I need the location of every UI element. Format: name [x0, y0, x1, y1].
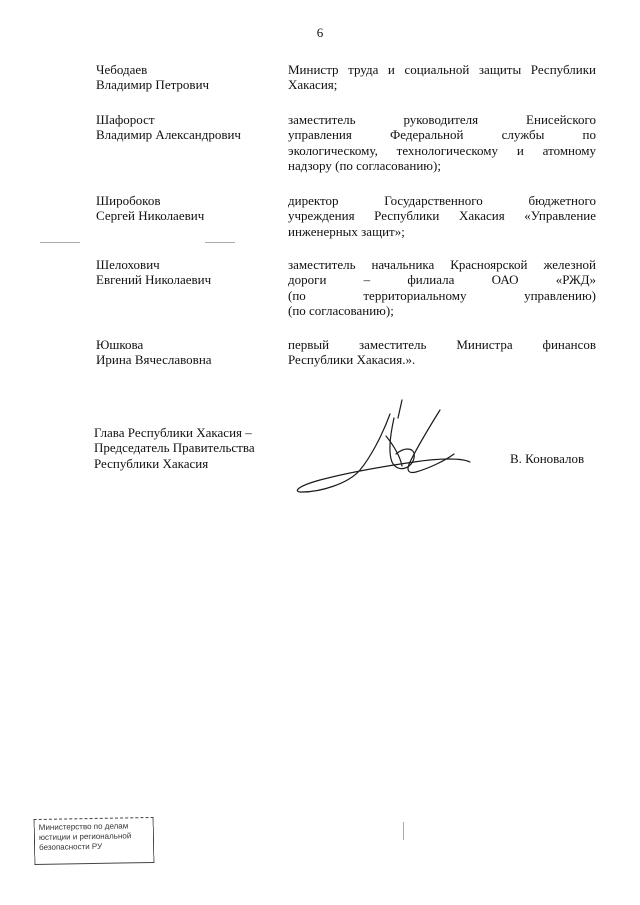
position-line: Хакасия;: [288, 77, 338, 93]
position-line: дороги – филиала ОАО «РЖД»: [288, 272, 596, 288]
signature-title-line: Председатель Правительства: [94, 440, 255, 456]
position-line: экологическому, технологическому и атомному: [288, 142, 596, 158]
page-number: 6: [316, 25, 324, 40]
member-name: [96, 337, 276, 368]
member-surname: Шафорост: [96, 112, 155, 127]
signature-title-line: Глава Республики Хакасия –: [94, 425, 252, 440]
member-given-names: Евгений Николаевич: [96, 272, 212, 288]
member-surname: Шелохович: [96, 257, 160, 272]
position-line: инженерных защит»;: [288, 223, 405, 239]
position-line: учреждения Республики Хакасия «Управление: [288, 208, 596, 224]
member-position: [288, 112, 596, 174]
member-position: [288, 193, 596, 239]
stamp-line: юстиции и региональной: [38, 831, 132, 842]
member-given-names: Сергей Николаевич: [96, 208, 205, 224]
scan-artifact: [40, 242, 80, 243]
position-line: управления Федеральной службы по: [288, 127, 596, 143]
signature-title-line: Республики Хакасия: [94, 455, 209, 471]
signature-title-block: [94, 425, 255, 471]
member-name: [96, 193, 276, 224]
position-line: Республики Хакасия.».: [288, 352, 416, 368]
handwritten-signature: [290, 396, 480, 506]
stamp-line: безопасности РУ: [39, 841, 103, 852]
member-given-names: Владимир Александрович: [96, 127, 241, 143]
member-given-names: Ирина Вячеславовна: [96, 352, 212, 368]
position-line: заместитель начальника Красноярской железной: [288, 257, 596, 272]
scan-artifact: [403, 822, 404, 840]
member-position: [288, 62, 596, 93]
scan-artifact: [205, 242, 235, 243]
position-line: надзору (по согласованию);: [288, 158, 441, 174]
signer-name: В. Коновалов: [510, 451, 585, 466]
stamp-line: Министерство по делам: [38, 821, 129, 832]
member-name: [96, 112, 276, 143]
position-line: Министр труда и социальной защиты Республики: [288, 62, 596, 77]
member-position: [288, 337, 596, 368]
position-line: (по согласованию);: [288, 303, 394, 319]
position-line: директор Государственного бюджетного: [288, 193, 596, 208]
member-name: [96, 257, 276, 288]
member-name: [96, 62, 276, 93]
member-position: [288, 257, 596, 319]
member-surname: Широбоков: [96, 193, 161, 208]
position-line: (по территориальному управлению): [288, 287, 596, 303]
position-line: заместитель руководителя Енисейского: [288, 112, 596, 127]
member-given-names: Владимир Петрович: [96, 77, 210, 93]
registration-stamp: [34, 817, 155, 865]
member-surname: Юшкова: [96, 337, 144, 352]
position-line: первый заместитель Министра финансов: [288, 337, 596, 352]
member-surname: Чебодаев: [96, 62, 148, 77]
